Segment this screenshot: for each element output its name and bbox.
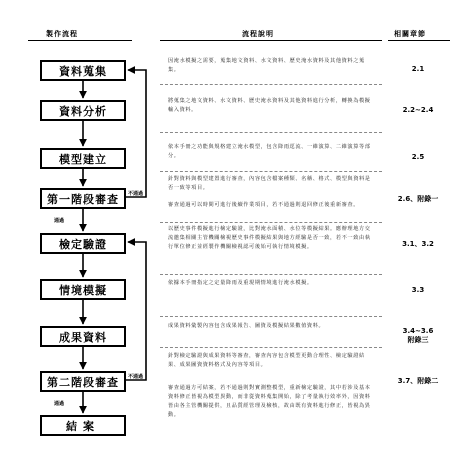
separator-4 (160, 222, 382, 223)
desc-results: 成果資料彙製內容包含成果報告、圖資及模擬結果數值資料。 (168, 323, 325, 329)
header-description: 流程說明 (242, 29, 274, 38)
ref-model-building: 2.5 (411, 153, 425, 161)
desc-data-analysis: 將蒐集之地文資料、水文資料、歷史淹水資料及其他資料進行分析，轉換為模擬輸入資料。 (168, 98, 371, 113)
step-data-collection: 資料蒐集 (40, 60, 126, 81)
ref-second-review: 3.7、附錄二 (397, 377, 439, 385)
desc-first-review-note: 審查通過可以時間可進行後續作業項目，若不通過則退回修正後重新審查。 (168, 202, 359, 208)
step-scenario-simulation: 情境模擬 (40, 279, 126, 300)
step-data-analysis: 資料分析 (40, 100, 126, 121)
separator-3 (160, 171, 382, 172)
feedback-loop-review1 (126, 70, 146, 197)
step-second-review: 第二階段審查 (40, 371, 126, 392)
ref-scenario-simulation: 3.3 (411, 286, 425, 294)
desc-scenario-simulation: 依據本手冊指定之定量降雨及重現期情境進行淹水模擬。 (168, 280, 313, 286)
label-pass-2: 通過 (54, 401, 65, 407)
separator-7 (160, 347, 382, 348)
separator-5 (160, 274, 382, 275)
label-fail-1: 不通過 (128, 191, 144, 197)
step-close: 結案 (40, 415, 126, 436)
label-pass-1: 通過 (54, 218, 65, 224)
header-chapters: 相關章節 (394, 29, 426, 38)
step-results: 成果資料 (40, 326, 126, 347)
header-process: 製作流程 (46, 29, 78, 38)
desc-first-review: 針對資料與模型建置進行審查，內容包含檔案種類、名稱、格式、模型與資料是否一致等項目。 (168, 176, 371, 191)
desc-model-building: 依本手冊之功能與規格建立淹水模型，包含降雨逕流、一維演算、二維演算等部分。 (168, 144, 371, 159)
ref-data-collection: 2.1 (411, 65, 425, 73)
step-model-building: 模型建立 (40, 148, 126, 169)
desc-second-review: 針對檢定驗證與成果資料等審查，審查內容包含模型更動合理性、檢定驗證結果、成果圖資資料格式及內容等項目。 (168, 353, 365, 368)
desc-second-review-note: 審查通過方可結案，若不通過則對實測整模型，重新檢定驗證，其中若涉及基本資料修正皆視為模型異動，而非從資料蒐集開始，除了考量執行效率外，因資料皆由各主管機關提供，且品質經管理及檢核，故由既有資料進行修正，皆視為異動。 (168, 385, 371, 418)
separator-2 (160, 132, 382, 133)
label-fail-2: 不通過 (128, 374, 144, 380)
ref-validation: 3.1、3.2 (402, 240, 434, 248)
ref-results: 3.4~3.6 附錄三 (402, 327, 434, 344)
ref-data-analysis: 2.2~2.4 (402, 106, 434, 114)
step-first-review: 第一階段審查 (40, 188, 126, 209)
step-validation: 檢定驗證 (40, 233, 126, 254)
feedback-loop-review2 (126, 242, 146, 380)
separator-1 (160, 84, 382, 85)
ref-first-review: 2.6、附錄一 (397, 195, 439, 203)
desc-validation: 以歷史事件模擬進行檢定驗證，比對淹水面積、水位等模擬結果。應辦理地方交流邀集相關主管機關檢視歷史事件模擬結果與地方經驗是否一致，若不一致由執行單位修正並經製作機關檢視認可後始可執行情境模擬。 (168, 226, 371, 250)
desc-data-collection: 因淹水模擬之需要，蒐集地文資料、水文資料、歷史淹水資料及其他資料之蒐集。 (168, 58, 365, 73)
separator-6 (160, 316, 382, 317)
